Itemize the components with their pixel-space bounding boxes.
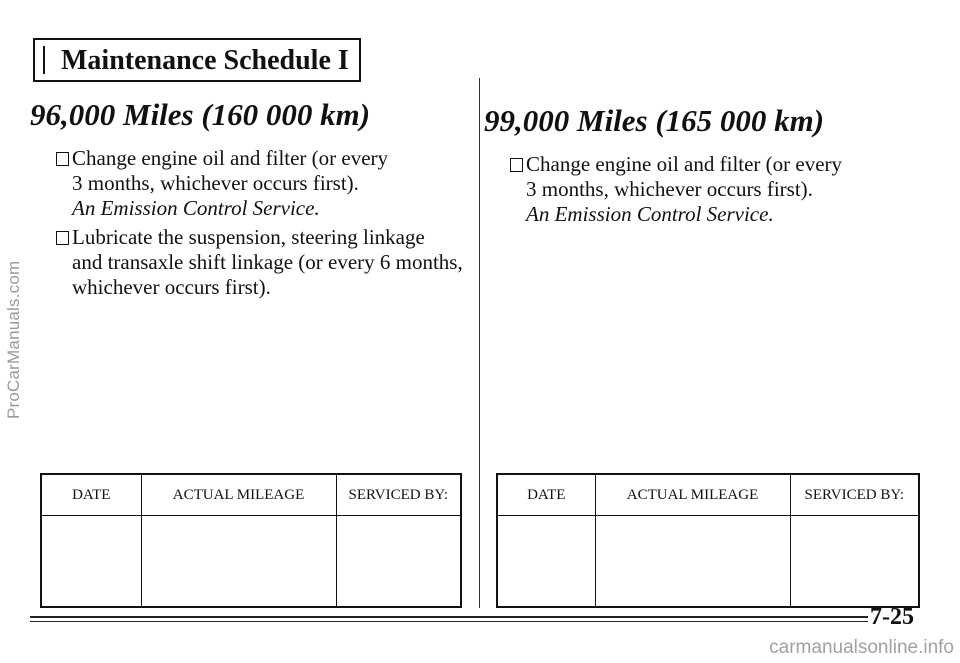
bottom-watermark: carmanualsonline.info [769, 637, 954, 658]
page-number: 7-25 [870, 604, 914, 630]
emission-note: An Emission Control Service. [526, 202, 774, 226]
serviced-by-cell[interactable] [790, 516, 919, 608]
date-cell[interactable] [41, 516, 141, 608]
date-cell[interactable] [497, 516, 595, 608]
service-log-table-left [40, 473, 462, 608]
checkbox[interactable] [510, 158, 523, 172]
mileage-cell[interactable] [141, 516, 336, 608]
checkbox[interactable] [56, 231, 69, 245]
item-text: Change engine oil and filter (or every 3 months, whichever occurs first). An Emission Control Service. [526, 152, 843, 226]
header-actual-mileage: ACTUAL MILEAGE [141, 474, 336, 516]
item-text: Change engine oil and filter (or every 3 months, whichever occurs first). An Emission Control Service. [72, 146, 389, 220]
header-date: DATE [497, 474, 595, 516]
right-column [484, 102, 924, 231]
header-date: DATE [41, 474, 141, 516]
serviced-by-cell[interactable] [336, 516, 461, 608]
service-log-table-right [496, 473, 920, 608]
header-actual-mileage: ACTUAL MILEAGE [595, 474, 790, 516]
checklist-item-lubricate [30, 225, 470, 300]
header-serviced-by: SERVICED BY: [790, 474, 919, 516]
checklist-item-oil-change [30, 146, 470, 221]
item-text: Lubricate the suspension, steering linkage and transaxle shift linkage (or every 6 months, whichever occurs first). [72, 225, 463, 299]
checkbox[interactable] [56, 152, 69, 166]
checklist-item-oil-change [484, 152, 924, 227]
interval-heading-96000: 96,000 Miles (160 000 km) [30, 97, 371, 132]
footer-rule-thin [30, 621, 868, 622]
side-watermark: ProCarManuals.com [4, 260, 23, 420]
footer-rule [30, 616, 868, 618]
column-divider [479, 78, 480, 608]
header-serviced-by: SERVICED BY: [336, 474, 461, 516]
emission-note: An Emission Control Service. [72, 196, 320, 220]
interval-heading-99000: 99,000 Miles (165 000 km) [484, 103, 825, 138]
left-column [30, 96, 470, 304]
section-title: Maintenance Schedule I [33, 38, 361, 82]
mileage-cell[interactable] [595, 516, 790, 608]
